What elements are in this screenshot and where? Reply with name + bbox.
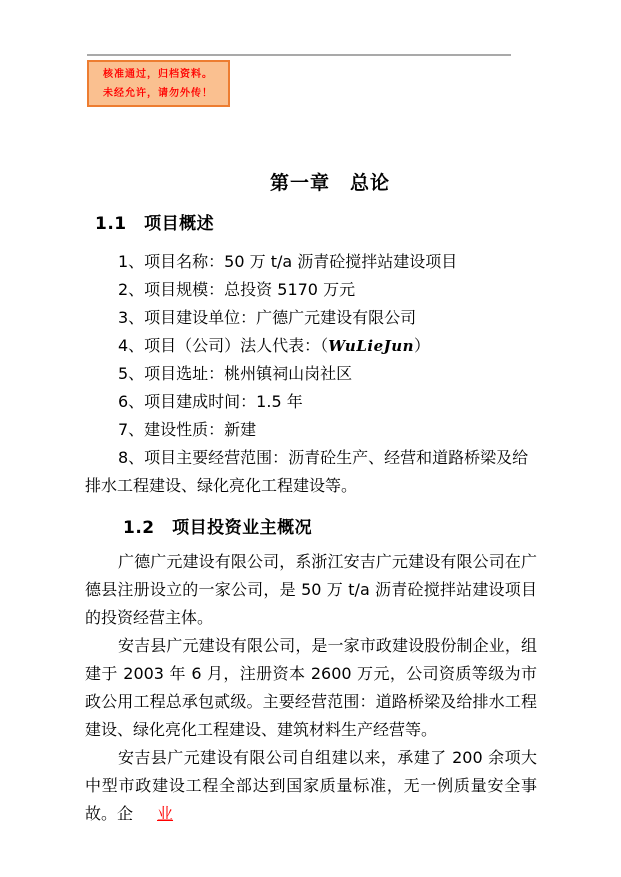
approval-notice-box: [87, 60, 230, 107]
document-body: [85, 170, 537, 828]
paragraph-company-record-text: 安吉县广元建设有限公司自组建以来，承建了 200 余项大中型市政建设工程全部达到国家质量标准，无一例质量安全事故。企: [85, 748, 537, 823]
list-item-business-scope: 8、项目主要经营范围：沥青砼生产、经营和道路桥梁及给排水工程建设、绿化亮化工程建设等。: [85, 448, 529, 495]
paragraph-owner-intro: 广德广元建设有限公司，系浙江安吉广元建设有限公司在广德县注册设立的一家公司，是 50 万 t/a 沥青砼搅拌站建设项目的投资经营主体。: [85, 552, 537, 627]
notice-line-2: 未经允许，请勿外传！: [103, 87, 213, 99]
legal-rep-suffix: ）: [414, 336, 431, 355]
chapter-title: 第一章 总论: [269, 172, 390, 194]
list-item-project-site: 5、项目选址：桃州镇祠山岗社区: [118, 364, 353, 383]
list-item-legal-representative: [85, 332, 537, 360]
list-item-construction-nature: 7、建设性质：新建: [118, 420, 257, 439]
paragraph-company-record: [85, 744, 537, 828]
list-item-completion-time: 6、项目建成时间：1.5 年: [118, 392, 303, 411]
list-item-project-scale: 2、项目规模：总投资 5170 万元: [118, 280, 356, 299]
section-1-1-heading: 1.1 项目概述: [95, 214, 215, 234]
red-tracked-char: 业: [157, 804, 174, 823]
legal-rep-prefix: 4、项目（公司）法人代表：（: [118, 336, 329, 355]
notice-line-1: 核准通过，归档资料。: [103, 68, 213, 80]
header-rule: [87, 54, 511, 56]
legal-rep-signature: WuLieJun: [328, 337, 415, 355]
paragraph-company-profile: 安吉县广元建设有限公司，是一家市政建设股份制企业，组建于 2003 年 6 月，注册资本 2600 万元，公司资质等级为市政公用工程总承包贰级。主要经营范围：道路桥梁及给排水工程建设、绿化亮化工程建设、建筑材料生产经营等。: [85, 636, 537, 739]
list-item-construction-unit: 3、项目建设单位：广德广元建设有限公司: [118, 308, 417, 327]
section-1-2-heading: 1.2 项目投资业主概况: [123, 518, 313, 538]
list-item-project-name: 1、项目名称：50 万 t/a 沥青砼搅拌站建设项目: [118, 252, 458, 271]
